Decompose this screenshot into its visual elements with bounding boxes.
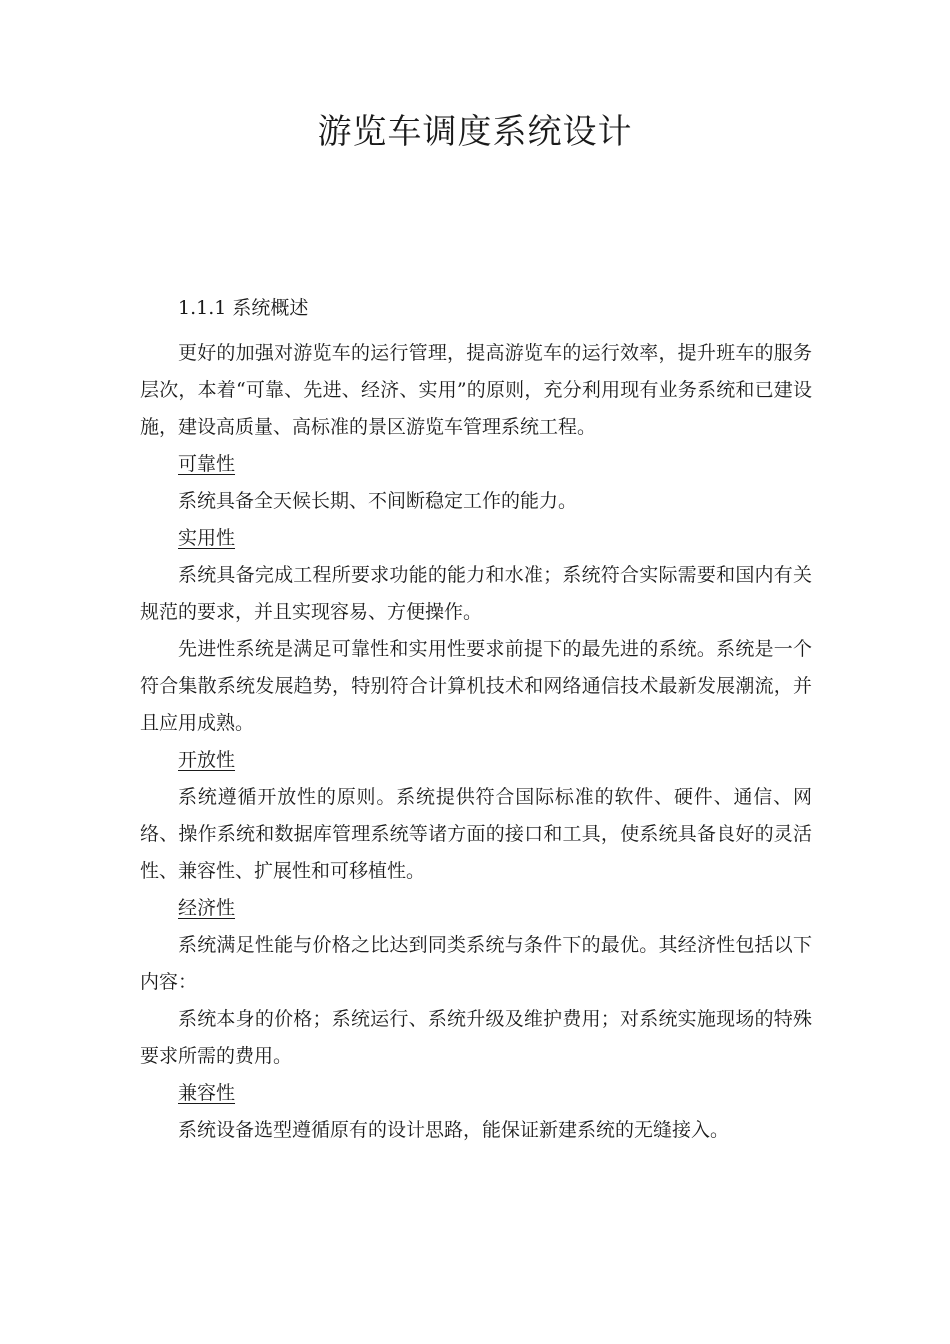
paragraph-economy-details: 系统本身的价格；系统运行、系统升级及维护费用；对系统实施现场的特殊要求所需的费用。 bbox=[140, 1008, 812, 1067]
page-title: 游览车调度系统设计 bbox=[317, 112, 633, 152]
paragraph-economy: 系统满足性能与价格之比达到同类系统与条件下的最优。其经济性包括以下内容： bbox=[140, 934, 812, 993]
document-body bbox=[140, 290, 812, 1149]
paragraph-compatibility: 系统设备选型遵循原有的设计思路，能保证新建系统的无缝接入。 bbox=[178, 1119, 730, 1141]
paragraph-overview: 更好的加强对游览车的运行管理，提高游览车的运行效率，提升班车的服务层次，本着“可靠、先进、经济、实用”的原则，充分利用现有业务系统和已建设施，建设高质量、高标准的景区游览车管理系统工程。 bbox=[140, 342, 812, 438]
section-heading: 1.1.1 系统概述 bbox=[178, 297, 309, 319]
paragraph-advancement: 先进性系统是满足可靠性和实用性要求前提下的最先进的系统。系统是一个符合集散系统发展趋势，特别符合计算机技术和网络通信技术最新发展潮流，并且应用成熟。 bbox=[140, 638, 812, 734]
paragraph-openness: 系统遵循开放性的原则。系统提供符合国际标准的软件、硬件、通信、网络、操作系统和数据库管理系统等诸方面的接口和工具，使系统具备良好的灵活性、兼容性、扩展性和可移植性。 bbox=[140, 786, 812, 882]
paragraph-reliability: 系统具备全天候长期、不间断稳定工作的能力。 bbox=[178, 490, 578, 512]
paragraph-practicality: 系统具备完成工程所要求功能的能力和水准；系统符合实际需要和国内有关规范的要求，并且实现容易、方便操作。 bbox=[140, 564, 812, 623]
subheading-openness: 开放性 bbox=[178, 749, 236, 771]
subheading-economy: 经济性 bbox=[178, 897, 236, 919]
subheading-practicality: 实用性 bbox=[178, 527, 236, 549]
subheading-reliability: 可靠性 bbox=[178, 453, 236, 475]
subheading-compatibility: 兼容性 bbox=[178, 1082, 236, 1104]
